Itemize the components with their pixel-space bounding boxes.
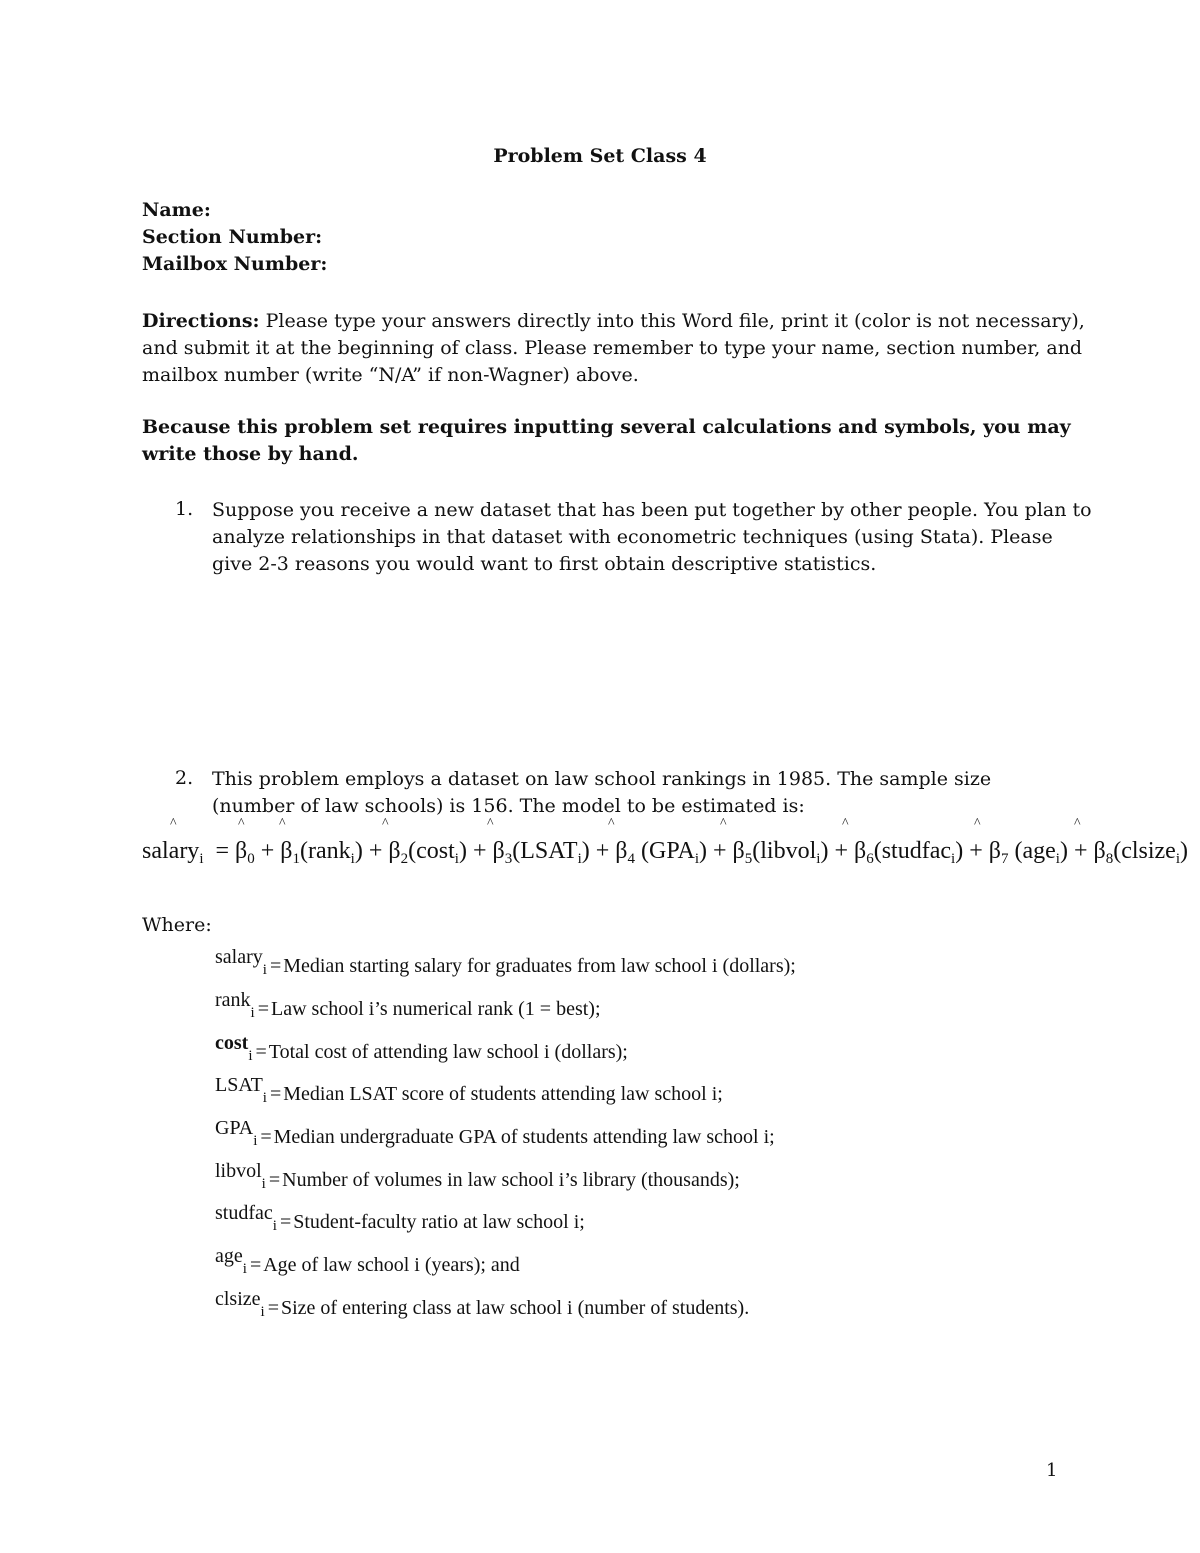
definition-salary: salaryi = Median starting salary for graduates from law school i (dollars); bbox=[215, 946, 796, 978]
question-2-line-1: This problem employs a dataset on law school rankings in 1985. The sample size bbox=[212, 768, 992, 790]
definition-clsize: clsizei = Size of entering class at law school i (number of students). bbox=[215, 1288, 750, 1320]
term-6: $\beta_6(studfac_i)$ bbox=[853, 838, 964, 867]
definition-studfac: studfaci = Student-faculty ratio at law school i; bbox=[215, 1202, 585, 1234]
question-1-text bbox=[212, 497, 1092, 578]
hat-accent: ^ bbox=[1074, 816, 1081, 831]
hat-accent: ^ bbox=[608, 816, 615, 831]
hat-accent: ^ bbox=[170, 816, 177, 831]
term-1: $\beta_1(rank_i)$ bbox=[280, 838, 363, 867]
hat-accent: ^ bbox=[720, 816, 727, 831]
definition-cost: costi = Total cost of attending law school i (dollars); bbox=[215, 1032, 628, 1064]
directions-paragraph bbox=[142, 308, 1085, 389]
definition-age: agei = Age of law school i (years); and bbox=[215, 1245, 520, 1277]
question-2-text bbox=[212, 766, 991, 820]
section-number-label: Section Number: bbox=[142, 226, 323, 248]
hat-accent: ^ bbox=[279, 816, 286, 831]
equation-lhs: salary$_i$ bbox=[142, 838, 204, 867]
hat-accent: ^ bbox=[487, 816, 494, 831]
term-5: $\beta_5(libvol_i)$ bbox=[732, 838, 829, 867]
term-2: $\beta_2(\cos t_i)$ bbox=[388, 838, 467, 867]
definition-rank: ranki = Law school i’s numerical rank (1 = best); bbox=[215, 989, 601, 1021]
directions-line-2: and submit it at the beginning of class. Please remember to type your name, section number, and bbox=[142, 337, 1083, 359]
term-7: $\beta_7$ (age$_i$) bbox=[988, 838, 1068, 867]
question-1-line-3: give 2-3 reasons you would want to first obtain descriptive statistics. bbox=[212, 553, 877, 575]
hat-accent: ^ bbox=[382, 816, 389, 831]
page-title: Problem Set Class 4 bbox=[493, 145, 707, 167]
definition-libvol: libvoli = Number of volumes in law school i’s library (thousands); bbox=[215, 1160, 740, 1192]
term-8: $\beta_8(clsize_i)$ bbox=[1093, 838, 1189, 867]
definition-gpa: GPAi = Median undergraduate GPA of students attending law school i; bbox=[215, 1117, 775, 1149]
question-1-line-1: Suppose you receive a new dataset that has been put together by other people. You plan to bbox=[212, 499, 1092, 521]
directions-line-1 bbox=[142, 308, 1085, 335]
directions-label: Directions: bbox=[142, 310, 260, 332]
question-1-line-2: analyze relationships in that dataset with econometric techniques (using Stata). Please bbox=[212, 526, 1053, 548]
question-2-number: 2. bbox=[175, 767, 194, 789]
term-3: $\beta_3(LSAT_i)$ bbox=[492, 838, 590, 867]
directions-line-3: mailbox number (write “N/A” if non-Wagner) above. bbox=[142, 364, 639, 386]
handwriting-notice bbox=[142, 414, 1071, 468]
equation-equals: = bbox=[209, 838, 236, 864]
hat-accent: ^ bbox=[842, 816, 849, 831]
term-4: $\beta_4$ $(GPA_i)$ bbox=[615, 838, 707, 867]
page-number: 1 bbox=[1046, 1460, 1058, 1481]
definition-lsat: LSATi = Median LSAT score of students attending law school i; bbox=[215, 1074, 723, 1106]
notice-line-1: Because this problem set requires inputting several calculations and symbols, you may bbox=[142, 416, 1071, 438]
where-label: Where: bbox=[142, 914, 212, 936]
hat-accent: ^ bbox=[974, 816, 981, 831]
notice-line-2: write those by hand. bbox=[142, 443, 359, 465]
directions-text-1: Please type your answers directly into this Word file, print it (color is not necessary), bbox=[259, 310, 1085, 332]
hat-accent: ^ bbox=[238, 816, 245, 831]
question-1-number: 1. bbox=[175, 498, 194, 520]
name-field-label: Name: bbox=[142, 199, 211, 221]
regression-equation: ^ salary$_i$ = ^ $\beta_0$ + ^ $\beta_1(rank_i)$ + ^ $\beta_2(\cos t_i)$ + ^ $\beta_3(LSAT_i)$ + ^ $\beta_4$ $(GPA_i)$ + ^ $\beta_5(libvol_i)$ + ^ $\beta_6(studfac_i)$ + ^ $\beta_7$ (age$_i$) + ^ $\beta_8(clsize_i)$ bbox=[142, 816, 1189, 867]
mailbox-number-label: Mailbox Number: bbox=[142, 253, 328, 275]
beta-0: $\beta_0$ bbox=[235, 838, 255, 867]
question-2-line-2: (number of law schools) is 156. The model to be estimated is: bbox=[212, 795, 805, 817]
